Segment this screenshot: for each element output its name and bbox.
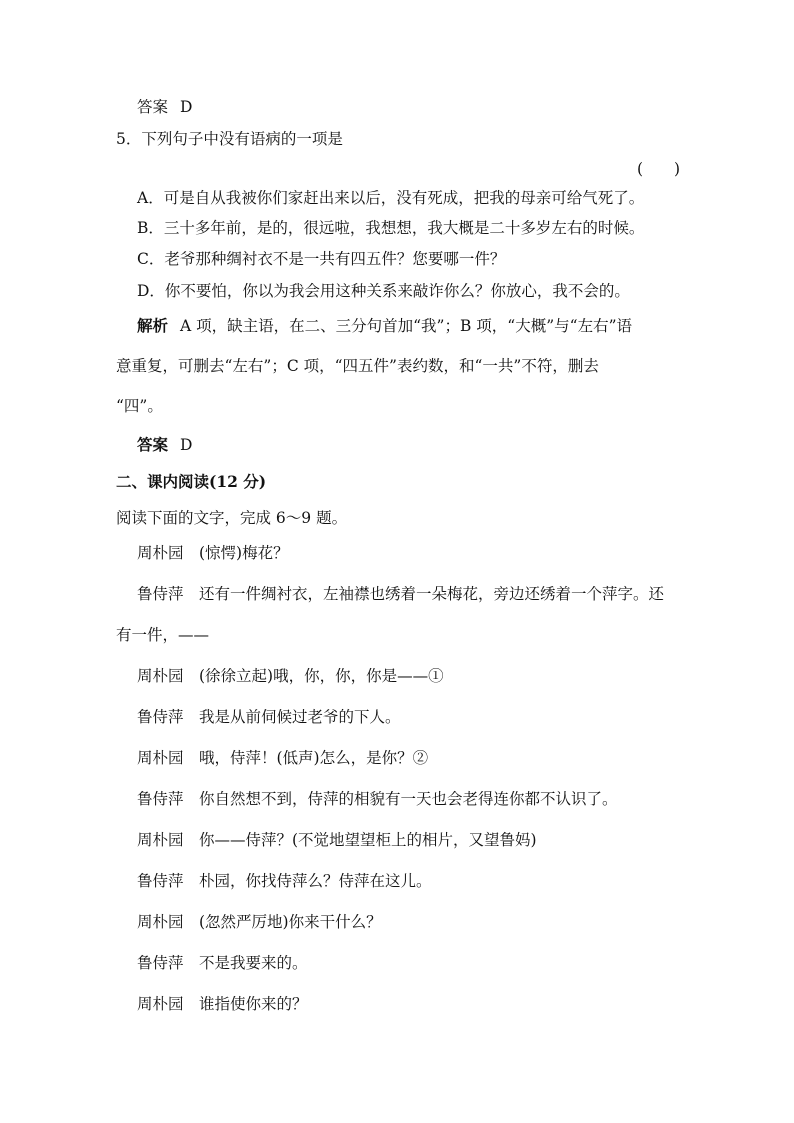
dialogue-speaker: 鲁侍萍 [137, 872, 184, 890]
dialogue-speaker: 鲁侍萍 [137, 708, 184, 726]
q5-option-b: B．三十多年前，是的，很远啦，我想想，我大概是二十多岁左右的时候。 [137, 219, 645, 237]
dialogue-speaker: 鲁侍萍 [137, 585, 184, 603]
dialogue-line-7 [137, 789, 618, 809]
dialogue-line-3 [116, 625, 209, 645]
dialogue-text: (忽然严厉地)你来干什么？ [199, 913, 382, 931]
dialogue-text: 你——侍萍？(不觉地望望柜上的相片，又望鲁妈) [199, 831, 537, 849]
dialogue-line-8 [137, 830, 537, 850]
q5-analysis-line-1 [137, 316, 632, 336]
q5-option-a: A．可是自从我被你们家赶出来以后，没有死成，把我的母亲可给气死了。 [137, 189, 645, 207]
dialogue-text: 你自然想不到，侍萍的相貌有一天也会老得连你都不认识了。 [199, 790, 618, 808]
q5-stem: 5．下列句子中没有语病的一项是 [116, 130, 343, 148]
section-instruction: 阅读下面的文字，完成 6～9 题。 [116, 509, 348, 527]
dialogue-speaker: 周朴园 [137, 544, 184, 562]
dialogue-line-11 [137, 953, 308, 973]
dialogue-text: 哦，侍萍！(低声)怎么，是你？② [199, 749, 429, 767]
q5-analysis-label: 解析 [137, 316, 169, 335]
dialogue-speaker: 周朴园 [137, 831, 184, 849]
q4-answer [137, 97, 192, 117]
dialogue-speaker: 周朴园 [137, 913, 184, 931]
dialogue-speaker: 周朴园 [137, 667, 184, 685]
dialogue-text: (徐徐立起)哦，你，你，你是——① [199, 667, 444, 685]
dialogue-text: 有一件，—— [116, 626, 210, 644]
dialogue-speaker: 鲁侍萍 [137, 790, 184, 808]
dialogue-speaker: 鲁侍萍 [137, 954, 184, 972]
dialogue-text: 我是从前伺候过老爷的下人。 [199, 708, 401, 726]
q5-option-c: C．老爷那种绸衬衣不是一共有四五件？您要哪一件？ [137, 250, 506, 268]
dialogue-text: 谁指使你来的？ [199, 995, 308, 1013]
q5-option-d: D．你不要怕，你以为我会用这种关系来敲诈你么？你放心，我不会的。 [137, 282, 630, 300]
dialogue-text: 朴园，你找侍萍么？侍萍在这儿。 [199, 872, 432, 890]
q5-answer-label: 答案 [137, 435, 169, 454]
q5-answer [137, 435, 192, 455]
dialogue-line-4 [137, 666, 444, 686]
q5-answer-value: D [180, 436, 193, 454]
section-heading: 二、课内阅读(12 分) [116, 472, 267, 491]
dialogue-speaker: 周朴园 [137, 995, 184, 1013]
dialogue-text: 不是我要来的。 [199, 954, 308, 972]
dialogue-line-10 [137, 912, 382, 932]
q5-answer-bracket: ( ) [637, 160, 681, 178]
q5-analysis-line-2: 意重复，可删去“左右”；C 项，“四五件”表约数，和“一共”不符，删去 [116, 357, 599, 375]
dialogue-line-5 [137, 707, 401, 727]
dialogue-line-2 [137, 584, 664, 604]
q5-analysis-text-1: A 项，缺主语，在二、三分句首加“我”；B 项，“大概”与“左右”语 [180, 317, 632, 335]
dialogue-line-9 [137, 871, 432, 891]
dialogue-line-12 [137, 994, 308, 1014]
dialogue-speaker: 周朴园 [137, 749, 184, 767]
dialogue-text: 还有一件绸衬衣，左袖襟也绣着一朵梅花，旁边还绣着一个萍字。还 [199, 585, 665, 603]
q5-analysis-line-3: “四”。 [116, 397, 163, 415]
q4-answer-label: 答案 [137, 98, 169, 116]
dialogue-line-6 [137, 748, 428, 768]
dialogue-line-1 [137, 543, 289, 563]
dialogue-text: (惊愕)梅花？ [199, 544, 289, 562]
q4-answer-value: D [180, 98, 193, 116]
